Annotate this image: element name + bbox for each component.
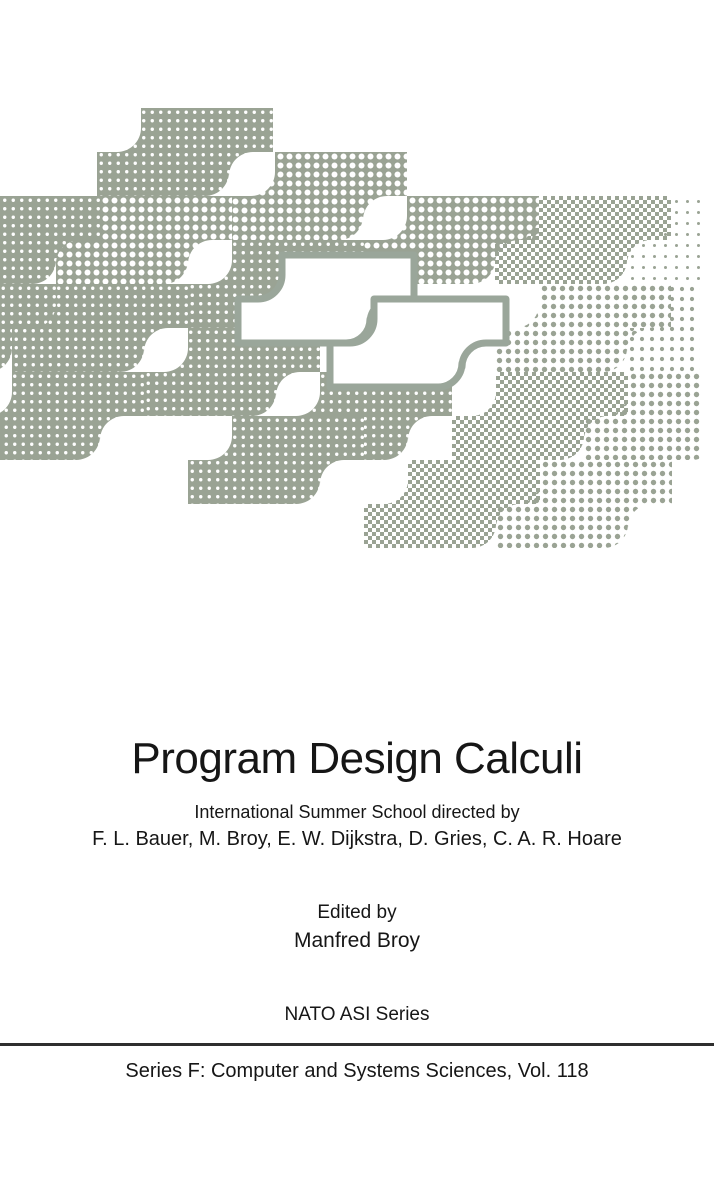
subtitle-line1: International Summer School directed by	[194, 802, 520, 822]
subtitle-line2: F. L. Bauer, M. Broy, E. W. Dijkstra, D. Gries, C. A. R. Hoare	[92, 828, 622, 850]
series-info-line: Series F: Computer and Systems Sciences, Vol. 118	[125, 1060, 589, 1082]
editor-name: Manfred Broy	[293, 929, 421, 952]
series-name: NATO ASI Series	[284, 1004, 430, 1025]
edited-by-label: Edited by	[317, 902, 397, 923]
divider-rule	[0, 1043, 714, 1046]
book-title: Program Design Calculi	[131, 734, 583, 783]
